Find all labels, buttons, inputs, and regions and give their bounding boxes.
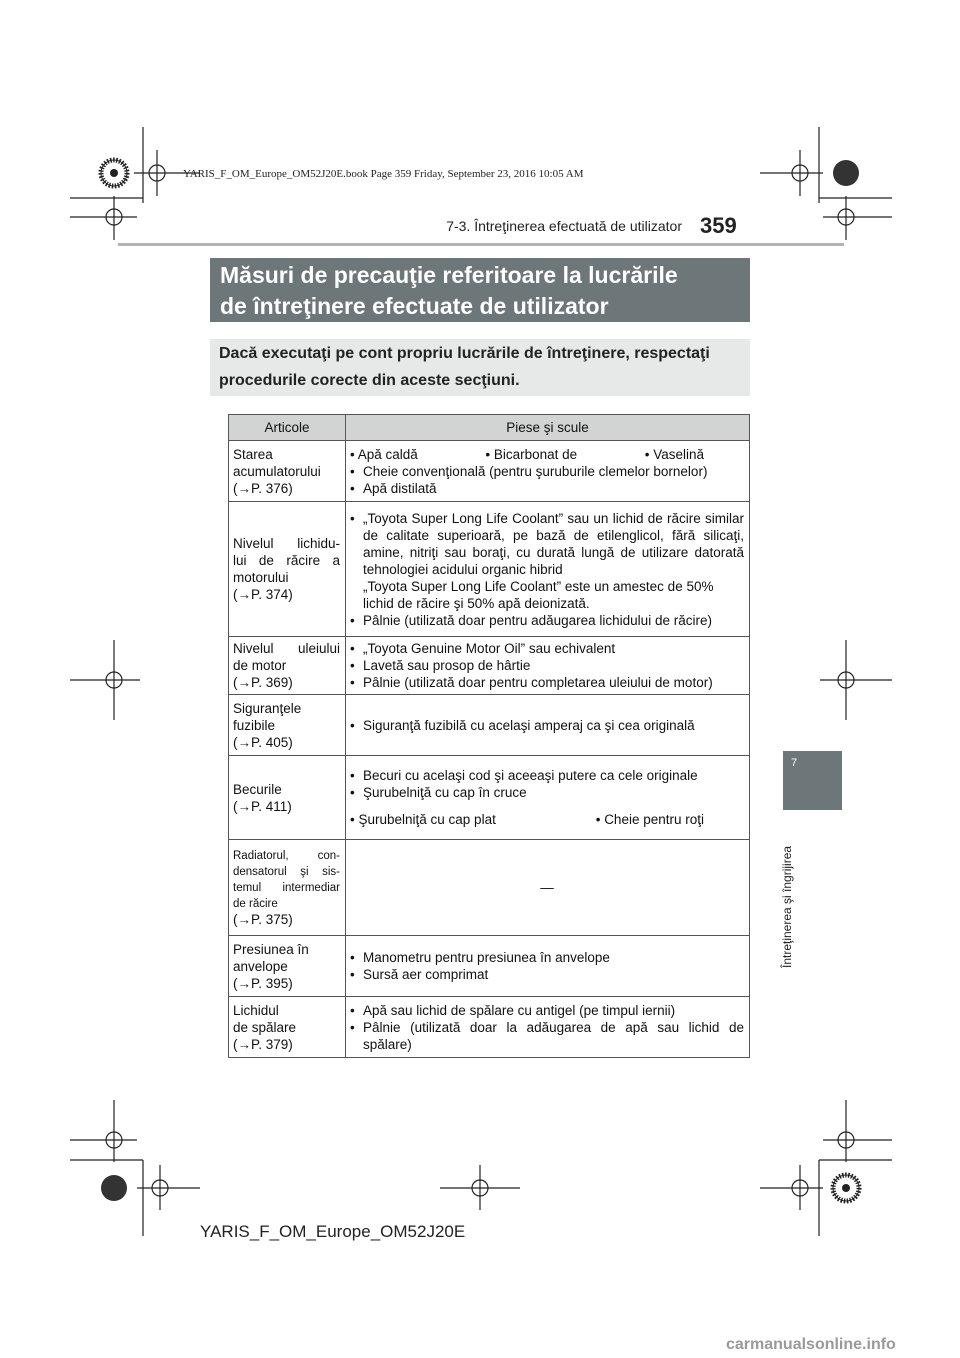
item-cell [229, 441, 346, 502]
item-text: temul intermediar [233, 881, 340, 894]
item-text: de spălare [233, 1019, 297, 1035]
list-item [350, 510, 744, 612]
parts-cell: — [346, 840, 750, 936]
file-meta: YARIS_F_OM_Europe_OM52J20E.book Page 359 Friday, September 23, 2016 10:05 AM [183, 168, 584, 180]
item-cell [229, 502, 346, 637]
list-item: • Bicarbonat de [485, 446, 578, 462]
chapter-tab [783, 751, 842, 810]
item-text: Lichidul [233, 1002, 279, 1018]
list-item-note: „Toyota Super Long Life Coolant” este un amestec de 50% lichid de răcire şi 50% apă deionizată. [363, 578, 714, 611]
parts-list [350, 510, 744, 629]
parts-cell [346, 502, 750, 637]
item-cell [229, 936, 346, 997]
parts-inline-row [350, 446, 744, 463]
title-line-1: Măsuri de precauţie referitoare la lucrările [220, 262, 678, 288]
table-row [229, 756, 750, 840]
item-text: de motor [233, 658, 287, 673]
list-item: • Vaselină [644, 446, 704, 462]
list-item: • Sursă aer comprimat [350, 966, 744, 983]
table-row [229, 441, 750, 502]
watermark: carmanualsonline.info [726, 1336, 896, 1353]
header-divider [118, 243, 844, 246]
list-item: • Pâlnie (utilizată doar la adăugarea de apă sau lichid de spălare) [350, 1019, 744, 1053]
item-text: acumulatorului [233, 463, 321, 479]
table-row [229, 502, 750, 637]
page-reference: (→P. 375) [233, 911, 293, 927]
parts-inline-row [350, 811, 744, 828]
item-text: Siguranţele [233, 700, 302, 716]
intro-box [210, 339, 750, 396]
item-text: Nivelul lichidu- [233, 536, 340, 551]
parts-cell [346, 637, 750, 695]
item-text: motorului [233, 570, 289, 585]
item-cell [229, 695, 346, 756]
page-reference: (→P. 379) [233, 1036, 293, 1052]
item-text: Radiatorul, con- [233, 849, 340, 862]
table-header-row [229, 415, 750, 441]
page-reference: (→P. 376) [233, 480, 293, 496]
column-header-items: Articole [229, 415, 346, 441]
item-text: lui de răcire a [233, 553, 340, 568]
item-cell [229, 997, 346, 1058]
list-item: • Pâlnie (utilizată doar pentru adăugarea lichidului de răcire) [350, 612, 744, 629]
parts-cell [346, 997, 750, 1058]
parts-list [350, 949, 744, 983]
table-row [229, 840, 750, 936]
list-item: • Apă distilată [350, 480, 744, 497]
list-item-text: • „Toyota Super Long Life Coolant” sau un lichid de răcire similar de calitate superioară, pe bază de etilenglicol, fără silicaţi, amine, nitriţi sau boraţi, cu durată lungă de utilizare datorată tehnologiei acidului organic hibrid [363, 510, 744, 577]
section-header: 7-3. Întreţinerea efectuată de utilizator [446, 218, 682, 234]
parts-list [350, 640, 744, 691]
list-item: • Apă sau lichid de spălare cu antigel (pe timpul iernii) [350, 1002, 744, 1019]
page-reference: (→P. 374) [233, 587, 293, 602]
list-item: • Cheie convenţională (pentru şuruburile clemelor bornelor) [350, 463, 744, 480]
list-item: • Cheie pentru roţi [595, 812, 704, 827]
page-reference: (→P. 405) [233, 734, 293, 750]
item-cell [229, 840, 346, 936]
item-text: Presiunea în [233, 941, 309, 957]
list-item: • Lavetă sau prosop de hârtie [350, 657, 744, 674]
page-reference: (→P. 395) [233, 975, 293, 991]
list-item: • Siguranţă fuzibilă cu acelaşi amperaj ca şi cea originală [350, 717, 744, 734]
list-item: • Şurubelniţă cu cap plat [350, 812, 496, 827]
parts-list [350, 1002, 744, 1053]
footer-doc-id: YARIS_F_OM_Europe_OM52J20E [200, 1222, 466, 1241]
item-text: Becurile [233, 781, 282, 797]
parts-list [350, 767, 744, 801]
parts-list [350, 463, 744, 497]
item-text: Nivelul uleiului [233, 641, 340, 656]
title-line-2: de întreţinere efectuate de utilizator [220, 293, 609, 319]
table-row [229, 637, 750, 695]
item-text: densatorul şi sis- [233, 865, 340, 878]
item-text: de răcire [233, 897, 278, 910]
list-item: • Becuri cu acelaşi cod şi aceeaşi putere ca cele originale [350, 767, 744, 784]
parts-cell [346, 441, 750, 502]
table-row [229, 997, 750, 1058]
parts-cell [346, 936, 750, 997]
intro-line-2: procedurile corecte din aceste secţiuni. [219, 372, 520, 389]
item-text: anvelope [233, 958, 288, 974]
page-reference: (→P. 411) [233, 798, 292, 814]
item-text: Starea [233, 446, 273, 462]
page-reference: (→P. 369) [233, 675, 293, 690]
item-text: fuzibile [233, 717, 276, 733]
column-header-parts: Piese şi scule [346, 415, 750, 441]
chapter-side-label: Întreţinerea şi îngrijirea [780, 845, 794, 968]
parts-list [350, 717, 744, 734]
parts-cell [346, 695, 750, 756]
list-item: • Pâlnie (utilizată doar pentru completarea uleiului de motor) [350, 674, 744, 691]
parts-cell [346, 756, 750, 840]
item-cell [229, 637, 346, 695]
intro-line-1: Dacă executaţi pe cont propriu lucrările de întreţinere, respectaţi [219, 345, 710, 362]
table-row [229, 695, 750, 756]
page-number: 359 [700, 213, 737, 238]
item-cell [229, 756, 346, 840]
list-item: • Şurubelniţă cu cap în cruce [350, 784, 744, 801]
list-item: • Apă caldă [350, 446, 418, 462]
table-row [229, 936, 750, 997]
list-item: • „Toyota Genuine Motor Oil” sau echivalent [350, 640, 744, 657]
section-title [210, 258, 750, 322]
parts-table [228, 414, 750, 1058]
chapter-tab-number: 7 [791, 757, 798, 769]
list-item: • Manometru pentru presiunea în anvelope [350, 949, 744, 966]
